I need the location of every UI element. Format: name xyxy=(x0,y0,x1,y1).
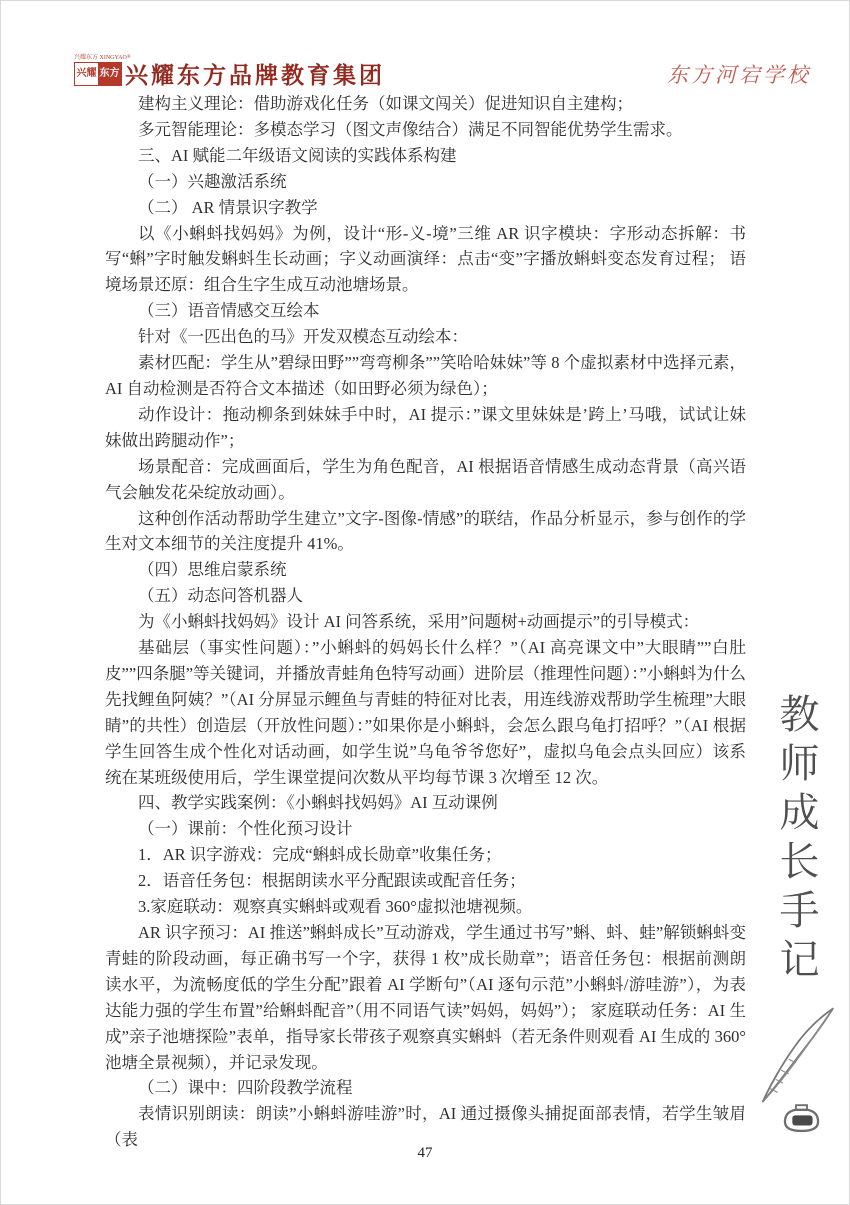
logo-stamp-right-text: 东方 xyxy=(98,63,121,85)
logo-small-text-label: 兴耀东方 XINGYAO xyxy=(74,55,127,61)
paragraph: 场景配音：完成画面后，学生为角色配音，AI 根据语音情感生成动态背景（高兴语气会触发花朵绽放动画）。 xyxy=(105,456,746,502)
paragraph: 这种创作活动帮助学生建立”文字-图像-情感”的联结，作品分析显示，参与创作的学生对文本细节的关注度提升 41%。 xyxy=(105,508,746,554)
brand-logo-icon xyxy=(74,55,131,88)
school-name: 东方河宕学校 xyxy=(667,63,811,87)
paragraph: （一）兴趣激活系统 xyxy=(138,171,287,191)
paragraph: 动作设计：拖动柳条到妹妹手中时，AI 提示：”课文里妹妹是’跨上’马哦，试试让妹妹做出跨腿动作”； xyxy=(105,404,746,450)
paragraph: 2．语音任务包：根据朗读水平分配跟读或配音任务； xyxy=(138,871,526,891)
page-header xyxy=(1,1,849,96)
page-footer xyxy=(1,1145,849,1162)
paragraph: 3.家庭联动：观察真实蝌蚪或观看 360°虚拟池塘视频。 xyxy=(138,897,533,917)
paragraph: （五）动态问答机器人 xyxy=(138,586,303,606)
paragraph: （四）思维启蒙系统 xyxy=(138,560,287,580)
logo-stamp xyxy=(74,62,122,86)
registered-mark: ® xyxy=(126,55,131,60)
document-body xyxy=(105,91,746,1153)
paragraph: 三、AI 赋能二年级语文阅读的实践体系构建 xyxy=(138,145,457,165)
paragraph: 为《小蝌蚪找妈妈》设计 AI 问答系统，采用”问题树+动画提示”的引导模式： xyxy=(138,612,700,632)
paragraph: 1．AR 识字游戏：完成“蝌蚪成长勋章”收集任务； xyxy=(138,845,502,865)
paragraph: AR 识字预习：AI 推送”蝌蚪成长”互动游戏，学生通过书写”蝌、蚪、蛙”解锁蝌蚪变青蛙的阶段动画，每正确书写一个字，获得 1 枚”成长勋章”；语音任务包：根据前测朗读水平，为流畅度低的学生分配”跟着 AI 学断句”（AI 逐句示范”小蝌蚪/游哇游”），为表达能力强的学生布置”给蝌蚪配音”（用不同语气读”妈妈，妈妈”）； 家庭联动任务：AI 生成”亲子池塘探险”表单，指导家长带孩子观察真实蝌蚪（若无条件则观看 AI 生成的 360° 池塘全景视频），并记录发现。 xyxy=(105,923,746,1072)
logo-small-text xyxy=(74,55,131,61)
company-title: 兴耀东方品牌教育集团 xyxy=(125,63,385,88)
paragraph: 基础层（事实性问题）：”小蝌蚪的妈妈长什么样？”（AI 高亮课文中”大眼睛””白肚皮””四条腿”等关键词，并播放青蛙角色特写动画）进阶层（推理性问题）：”小蝌蚪为什么先找鲤鱼阿姨？”（AI 分屏显示鲤鱼与青蛙的特征对比表，用连线游戏帮助学生梳理”大眼睛”的共性）创造层（开放性问题）：”如果你是小蝌蚪，会怎么跟乌龟打招呼？”（AI 根据学生回答生成个性化对话动画，如学生说”乌龟爷爷您好”，虚拟乌龟会点头回应）该系统在某班级使用后，学生课堂提问次数从平均每节课 3 次增至 12 次。 xyxy=(105,638,746,787)
paragraph: （二） AR 情景识字教学 xyxy=(138,197,318,217)
quill-ink-icon xyxy=(750,1004,842,1142)
watermark-calligraphy-text: 教师成长手记 xyxy=(773,693,819,987)
paragraph: 建构主义理论：借助游戏化任务（如课文闯关）促进知识自主建构； xyxy=(138,94,633,113)
page-number: 47 xyxy=(417,1145,433,1161)
side-watermark xyxy=(761,693,831,1142)
paragraph: 针对《一匹出色的马》开发双模态互动绘本： xyxy=(138,327,468,347)
logo-stamp-left-text: 兴耀 xyxy=(75,63,98,85)
paragraph: 素材匹配：学生从”碧绿田野””弯弯柳条””笑哈哈妹妹”等 8 个虚拟素材中选择元素，AI 自动检测是否符合文本描述（如田野必须为绿色）； xyxy=(105,353,746,398)
paragraph: （二）课中：四阶段教学流程 xyxy=(138,1078,353,1098)
paragraph: 多元智能理论：多模态学习（图文声像结合）满足不同智能优势学生需求。 xyxy=(138,119,683,139)
paragraph: （三）语音情感交互绘本 xyxy=(138,301,320,321)
paragraph: 四、教学实践案例：《小蝌蚪找妈妈》AI 互动课例 xyxy=(138,793,498,813)
paragraph: （一）课前：个性化预习设计 xyxy=(138,819,353,839)
paragraph: 表情识别朗读：朗读”小蝌蚪游哇游”时，AI 通过摄像头捕捉面部表情，若学生皱眉（表 xyxy=(105,1104,746,1150)
paragraph: 以《小蝌蚪找妈妈》为例，设计“形-义-境”三维 AR 识字模块：字形动态拆解：书写“蝌”字时触发蝌蚪生长动画；字义动画演绎：点击“变”字播放蝌蚪变态发育过程； 语境场景还原：组合生字生成互动池塘场景。 xyxy=(105,223,746,295)
